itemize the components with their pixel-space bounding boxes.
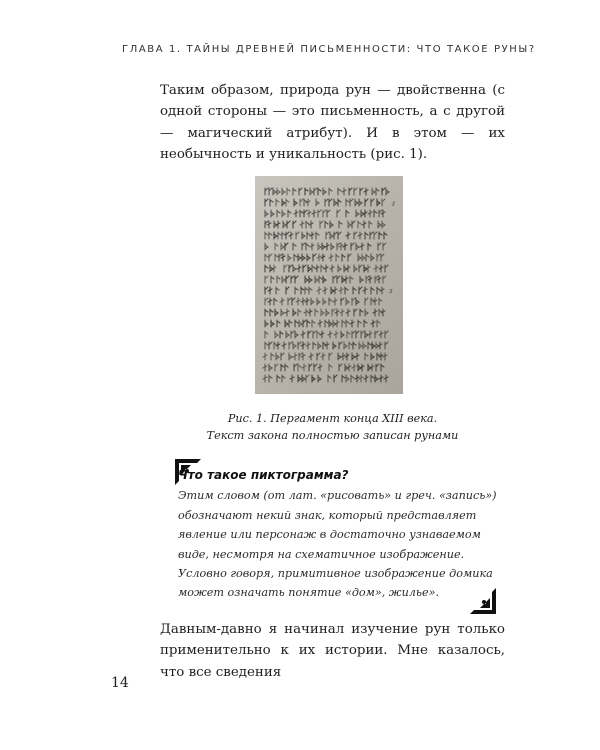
parchment-image <box>255 176 403 394</box>
figure-caption <box>160 410 505 444</box>
pictogram-sidebar <box>178 466 498 603</box>
corner-ornament-bottom-right <box>466 584 496 614</box>
sidebar-title: Что такое пиктограмма? <box>178 468 349 482</box>
running-header: ГЛАВА 1. ТАЙНЫ ДРЕВНЕЙ ПИСЬМЕННОСТИ: ЧТО ТАКОЕ РУНЫ? <box>122 44 536 55</box>
parchment-figure <box>255 176 403 394</box>
body-paragraph-1: Таким образом, природа рун — двойственна (с одной стороны — это письменность, а с другой — магический атрибут). И в этом — их необычность и уникальность (рис. 1). <box>160 83 505 163</box>
svg-text:ℓ: ℓ <box>392 200 395 208</box>
svg-text:ɜ: ɜ <box>389 287 393 295</box>
page-number: 14 <box>111 675 129 691</box>
caption-line-2: Текст закона полностью записан рунами <box>206 429 459 442</box>
sidebar-text: Этим словом (от лат. «рисовать» и греч. «запись») обозначают некий знак, который представляет явление или персонаж в достаточно узнаваемом виде, несмотря на схематичное изображение. Условно говоря, примитивное изображение домика может означать понятие «дом», жилье». <box>178 489 497 600</box>
caption-line-1: Рис. 1. Пергамент конца XIII века. <box>227 412 438 425</box>
body-paragraph-2: Давным-давно я начинал изучение рун только применительно к их истории. Мне казалось, что все сведения <box>160 622 505 680</box>
